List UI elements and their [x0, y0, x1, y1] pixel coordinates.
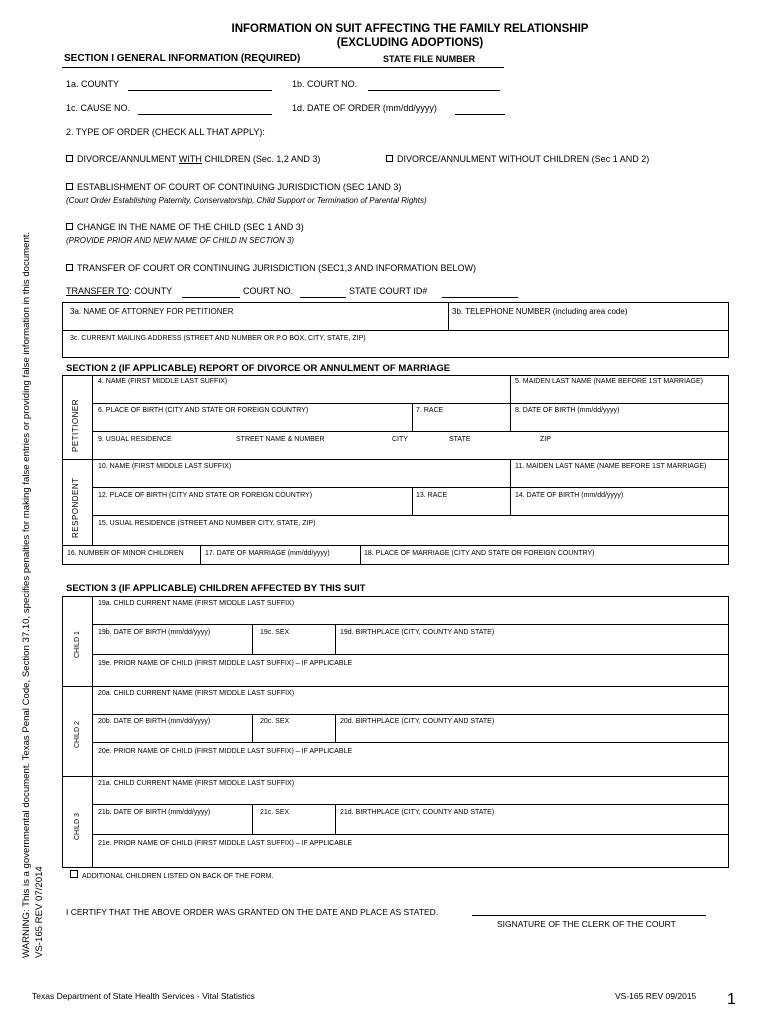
petitioner-maiden-name-label[interactable]: 5. MAIDEN LAST NAME (NAME BEFORE 1ST MARRIAGE) — [515, 378, 703, 385]
transfer-county-field[interactable] — [182, 297, 240, 298]
child1-prior-name-label[interactable]: 19e. PRIOR NAME OF CHILD (FIRST MIDDLE LAST SUFFIX) – IF APPLICABLE — [98, 660, 353, 667]
cause-no-field[interactable] — [138, 114, 272, 115]
respondent-maiden-name-label[interactable]: 11. MAIDEN LAST NAME (NAME BEFORE 1ST MARRIAGE) — [515, 463, 707, 470]
child2-prior-name-label[interactable]: 20e. PRIOR NAME OF CHILD (FIRST MIDDLE LAST SUFFIX) – IF APPLICABLE — [98, 748, 353, 755]
respondent-label: RESPONDENT — [71, 477, 80, 538]
petitioner-residence-label[interactable]: 9. USUAL RESIDENCE — [98, 436, 172, 443]
option-change-name[interactable]: CHANGE IN THE NAME OF THE CHILD (SEC 1 AND 3) — [66, 223, 304, 232]
transfer-court-no-field[interactable] — [300, 297, 346, 298]
residence-city-label: CITY — [392, 436, 408, 443]
child1-current-name-label[interactable]: 19a. CHILD CURRENT NAME (FIRST MIDDLE LAST SUFFIX) — [98, 600, 295, 607]
form-title: INFORMATION ON SUIT AFFECTING THE FAMILY RELATIONSHIP — [231, 23, 589, 35]
page-number: 1 — [727, 991, 736, 1008]
child3-current-name-label[interactable]: 21a. CHILD CURRENT NAME (FIRST MIDDLE LAST SUFFIX) — [98, 780, 295, 787]
child3-label: CHILD 3 — [74, 813, 81, 840]
section2-heading: SECTION 2 (IF APPLICABLE) REPORT OF DIVORCE OR ANNULMENT OF MARRIAGE — [66, 363, 451, 374]
place-of-marriage-label[interactable]: 18. PLACE OF MARRIAGE (CITY AND STATE OR FOREIGN COUNTRY) — [364, 550, 595, 557]
section3-box — [62, 596, 729, 868]
mailing-address-label[interactable]: 3c. CURRENT MAILING ADDRESS (STREET AND NUMBER OR P.O BOX, CITY, STATE, ZIP) — [70, 335, 366, 342]
child2-sex-label[interactable]: 20c. SEX — [260, 718, 290, 725]
transfer-court-no-label: COURT NO. — [243, 286, 294, 296]
child2-dob-label[interactable]: 20b. DATE OF BIRTH (mm/dd/yyyy) — [98, 718, 211, 725]
respondent-dob-label[interactable]: 14. DATE OF BIRTH (mm/dd/yyyy) — [515, 492, 624, 499]
residence-street-label: STREET NAME & NUMBER — [236, 436, 325, 443]
signature-label: SIGNATURE OF THE CLERK OF THE COURT — [497, 919, 676, 929]
date-of-marriage-label[interactable]: 17. DATE OF MARRIAGE (mm/dd/yyyy) — [205, 550, 330, 557]
respondent-name-label[interactable]: 10. NAME (FIRST MIDDLE LAST SUFFIX) — [98, 463, 232, 470]
child2-birthplace-label[interactable]: 20d. BIRTHPLACE (CITY, COUNTY AND STATE) — [340, 718, 495, 725]
petitioner-race-label[interactable]: 7. RACE — [416, 407, 444, 414]
child1-label: CHILD 1 — [74, 631, 81, 658]
section3-heading: SECTION 3 (IF APPLICABLE) CHILDREN AFFECTED BY THIS SUIT — [66, 583, 366, 594]
residence-state-label: STATE — [449, 436, 471, 443]
footer-agency: Texas Department of State Health Services - Vital Statistics — [32, 991, 255, 1001]
form-subtitle: (EXCLUDING ADOPTIONS) — [336, 37, 484, 49]
cause-no-label: 1c. CAUSE NO. — [66, 103, 131, 113]
telephone-label[interactable]: 3b. TELEPHONE NUMBER (including area code) — [452, 307, 628, 316]
checkbox-icon[interactable] — [66, 183, 73, 190]
child1-sex-label[interactable]: 19c. SEX — [260, 629, 290, 636]
warning-form-number: VS-165 REV 07/2014 — [34, 866, 45, 958]
section1-heading: SECTION I GENERAL INFORMATION (REQUIRED) — [64, 53, 301, 64]
establishment-note: (Court Order Establishing Paternity, Conservatorship, Child Support or Termination of Parental Rights) — [66, 196, 427, 205]
date-of-order-field[interactable] — [455, 114, 505, 115]
court-no-field[interactable] — [368, 90, 500, 91]
child2-label: CHILD 2 — [74, 721, 81, 748]
child3-birthplace-label[interactable]: 21d. BIRTHPLACE (CITY, COUNTY AND STATE) — [340, 809, 495, 816]
additional-children-option[interactable]: ADDITIONAL CHILDREN LISTED ON BACK OF THE FORM. — [70, 870, 273, 880]
warning-text: WARNING: This is a governmental document. Texas Penal Code, Section 37.10, specifies penalties for making false entries or providing false information in this document. — [21, 231, 32, 958]
residence-zip-label: ZIP — [540, 436, 551, 443]
child3-sex-label[interactable]: 21c. SEX — [260, 809, 290, 816]
option-divorce-with-children[interactable]: DIVORCE/ANNULMENT WITH CHILDREN (Sec. 1,2 AND 3) — [66, 155, 320, 164]
petitioner-label: PETITIONER — [71, 398, 80, 452]
option-transfer[interactable]: TRANSFER OF COURT OR CONTINUING JURISDICTION (SEC1,3 AND INFORMATION BELOW) — [66, 264, 476, 273]
respondent-race-label[interactable]: 13. RACE — [416, 492, 448, 499]
petitioner-name-label[interactable]: 4. NAME (FIRST MIDDLE LAST SUFFIX) — [98, 378, 228, 385]
court-no-label: 1b. COURT NO. — [292, 79, 358, 89]
type-of-order-label: 2. TYPE OF ORDER (CHECK ALL THAT APPLY): — [66, 127, 265, 137]
county-label: 1a. COUNTY — [66, 79, 120, 89]
signature-field[interactable] — [472, 915, 706, 916]
child2-current-name-label[interactable]: 20a. CHILD CURRENT NAME (FIRST MIDDLE LAST SUFFIX) — [98, 690, 295, 697]
checkbox-icon[interactable] — [66, 223, 73, 230]
respondent-birthplace-label[interactable]: 12. PLACE OF BIRTH (CITY AND STATE OR FOREIGN COUNTRY) — [98, 492, 313, 499]
petitioner-birthplace-label[interactable]: 6. PLACE OF BIRTH (CITY AND STATE OR FOREIGN COUNTRY) — [98, 407, 309, 414]
change-name-note: (PROVIDE PRIOR AND NEW NAME OF CHILD IN SECTION 3) — [66, 236, 295, 245]
child3-dob-label[interactable]: 21b. DATE OF BIRTH (mm/dd/yyyy) — [98, 809, 211, 816]
certification-statement: I CERTIFY THAT THE ABOVE ORDER WAS GRANTED ON THE DATE AND PLACE AS STATED. — [66, 907, 439, 917]
option-establishment[interactable]: ESTABLISHMENT OF COURT OF CONTINUING JURISDICTION (SEC 1AND 3) — [66, 183, 401, 192]
checkbox-icon[interactable] — [70, 870, 78, 878]
child1-dob-label[interactable]: 19b. DATE OF BIRTH (mm/dd/yyyy) — [98, 629, 211, 636]
state-file-number-label: STATE FILE NUMBER — [383, 54, 476, 64]
date-of-order-label: 1d. DATE OF ORDER (mm/dd/yyyy) — [292, 103, 437, 113]
transfer-state-court-label: STATE COURT ID# — [349, 286, 428, 296]
option-divorce-without-children[interactable]: DIVORCE/ANNULMENT WITHOUT CHILDREN (Sec 1 AND 2) — [386, 155, 649, 164]
checkbox-icon[interactable] — [66, 155, 73, 162]
transfer-to-row: TRANSFER TO: COUNTY — [66, 286, 173, 296]
transfer-state-court-field[interactable] — [442, 297, 518, 298]
child3-prior-name-label[interactable]: 21e. PRIOR NAME OF CHILD (FIRST MIDDLE LAST SUFFIX) – IF APPLICABLE — [98, 840, 353, 847]
county-field[interactable] — [128, 90, 272, 91]
petitioner-dob-label[interactable]: 8. DATE OF BIRTH (mm/dd/yyyy) — [515, 407, 620, 414]
respondent-residence-label[interactable]: 15. USUAL RESIDENCE (STREET AND NUMBER CITY, STATE, ZIP) — [98, 520, 316, 527]
child1-birthplace-label[interactable]: 19d. BIRTHPLACE (CITY, COUNTY AND STATE) — [340, 629, 495, 636]
attorney-name-label[interactable]: 3a. NAME OF ATTORNEY FOR PETITIONER — [70, 307, 234, 316]
minor-children-label[interactable]: 16. NUMBER OF MINOR CHILDREN — [67, 550, 184, 557]
checkbox-icon[interactable] — [66, 264, 73, 271]
footer-form-rev: VS-165 REV 09/2015 — [615, 991, 697, 1001]
checkbox-icon[interactable] — [386, 155, 393, 162]
